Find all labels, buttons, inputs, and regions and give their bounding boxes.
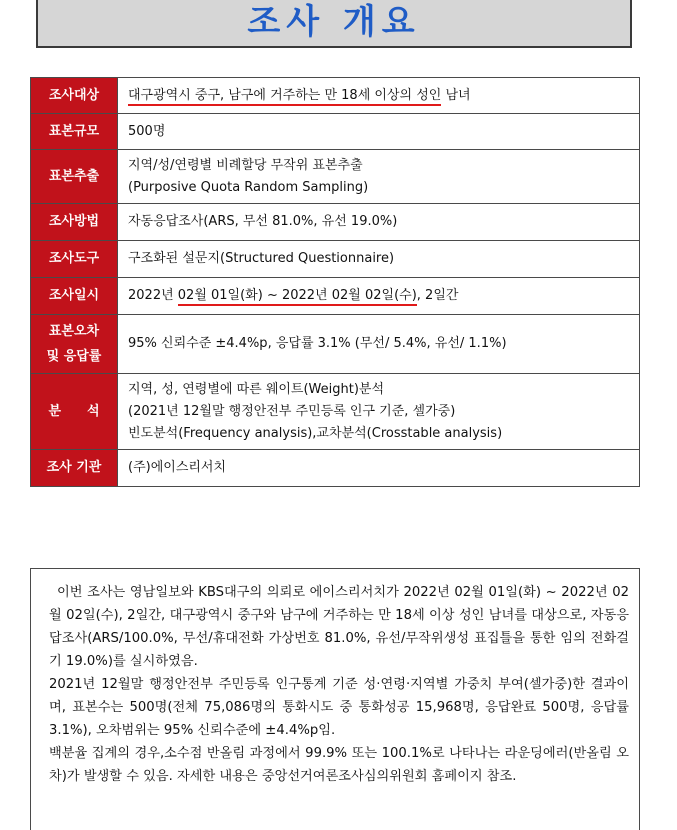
row-label: 조사대상 <box>31 78 118 114</box>
notes-paragraph-3: 백분율 집계의 경우,소수점 반올림 과정에서 99.9% 또는 100.1%로 나타나는 라운딩에러(반올림 오차)가 발생할 수 있음. 자세한 내용은 중앙선거여론조사심의위원회 홈페이지 참조. <box>49 746 629 784</box>
row-value <box>118 204 640 241</box>
summary-row <box>31 78 640 114</box>
row-label <box>31 315 118 374</box>
summary-row <box>31 278 640 315</box>
row-label: 조사도구 <box>31 241 118 278</box>
value-text: 남녀 <box>441 87 471 103</box>
row-value <box>118 450 640 487</box>
row-label-line: 및 응답률 <box>46 349 102 364</box>
row-label: 분 석 <box>31 374 118 450</box>
summary-row <box>31 150 640 204</box>
row-value <box>118 78 640 114</box>
title-banner <box>36 0 632 48</box>
summary-row <box>31 374 640 450</box>
row-label: 조사일시 <box>31 278 118 315</box>
value-line: 500명 <box>128 123 166 139</box>
value-line: 지역/성/연령별 비례할당 무작위 표본추출 <box>128 157 363 173</box>
value-line: (Purposive Quota Random Sampling) <box>128 179 369 195</box>
row-label: 조사방법 <box>31 204 118 241</box>
notes-box <box>30 568 640 830</box>
summary-row <box>31 241 640 278</box>
row-value <box>118 315 640 374</box>
survey-summary-table <box>30 77 640 487</box>
notes-paragraph-2: 2021년 12월말 행정안전부 주민등록 인구통계 기준 성·연령·지역별 가중치 부여(셀가중)한 결과이며, 표본수는 500명(전체 75,086명의 통화시도 중 통화성공 15,968명, 응답완료 500명, 응답률 3.1%), 오차범위는 95% 신뢰수준에 ±4.4%p임. <box>49 677 629 738</box>
value-text: , 2일간 <box>416 288 459 303</box>
value-text: 2022년 <box>128 288 178 303</box>
row-value <box>118 150 640 204</box>
row-value <box>118 374 640 450</box>
notes-paragraph-1: 이번 조사는 영남일보와 KBS대구의 의뢰로 에이스리서치가 2022년 02월 01일(화) ~ 2022년 02월 02일(수), 2일간, 대구광역시 중구와 남구에 거주하는 만 18세 이상 성인 남녀를 대상으로, 자동응답조사(ARS/100.0%, 무선/휴대전화 가상번호 81.0%, 유선/무작위생성 표집틀을 통한 임의 전화걸기 19.0%)를 실시하였음. <box>49 585 629 669</box>
value-line: (주)에이스리서치 <box>128 460 227 475</box>
row-label: 표본규모 <box>31 114 118 150</box>
page-title: 조사 개요 <box>247 2 421 42</box>
row-value <box>118 241 640 278</box>
row-value <box>118 278 640 315</box>
summary-row <box>31 204 640 241</box>
summary-row <box>31 450 640 487</box>
value-line: (2021년 12월말 행정안전부 주민등록 인구 기준, 셀가중) <box>128 403 456 419</box>
value-line: 95% 신뢰수준 ±4.4%p, 응답률 3.1% (무선/ 5.4%, 유선/ 1.1%) <box>128 336 507 351</box>
row-label-line: 표본오차 <box>48 324 100 339</box>
value-line: 구조화된 설문지(Structured Questionnaire) <box>128 251 395 266</box>
row-label: 조사 기관 <box>31 450 118 487</box>
row-label: 표본추출 <box>31 150 118 204</box>
value-line: 자동응답조사(ARS, 무선 81.0%, 유선 19.0%) <box>128 214 398 229</box>
value-line: 지역, 성, 연령별에 따른 웨이트(Weight)분석 <box>128 381 385 397</box>
value-line: 빈도분석(Frequency analysis),교차분석(Crosstable analysis) <box>128 425 503 441</box>
underlined-text: 대구광역시 중구, 남구에 거주하는 만 18세 이상의 성인 <box>128 88 441 106</box>
summary-row <box>31 315 640 374</box>
summary-row <box>31 114 640 150</box>
underlined-text: 02월 01일(화) ~ 2022년 02월 02일(수) <box>178 288 417 306</box>
row-value <box>118 114 640 150</box>
